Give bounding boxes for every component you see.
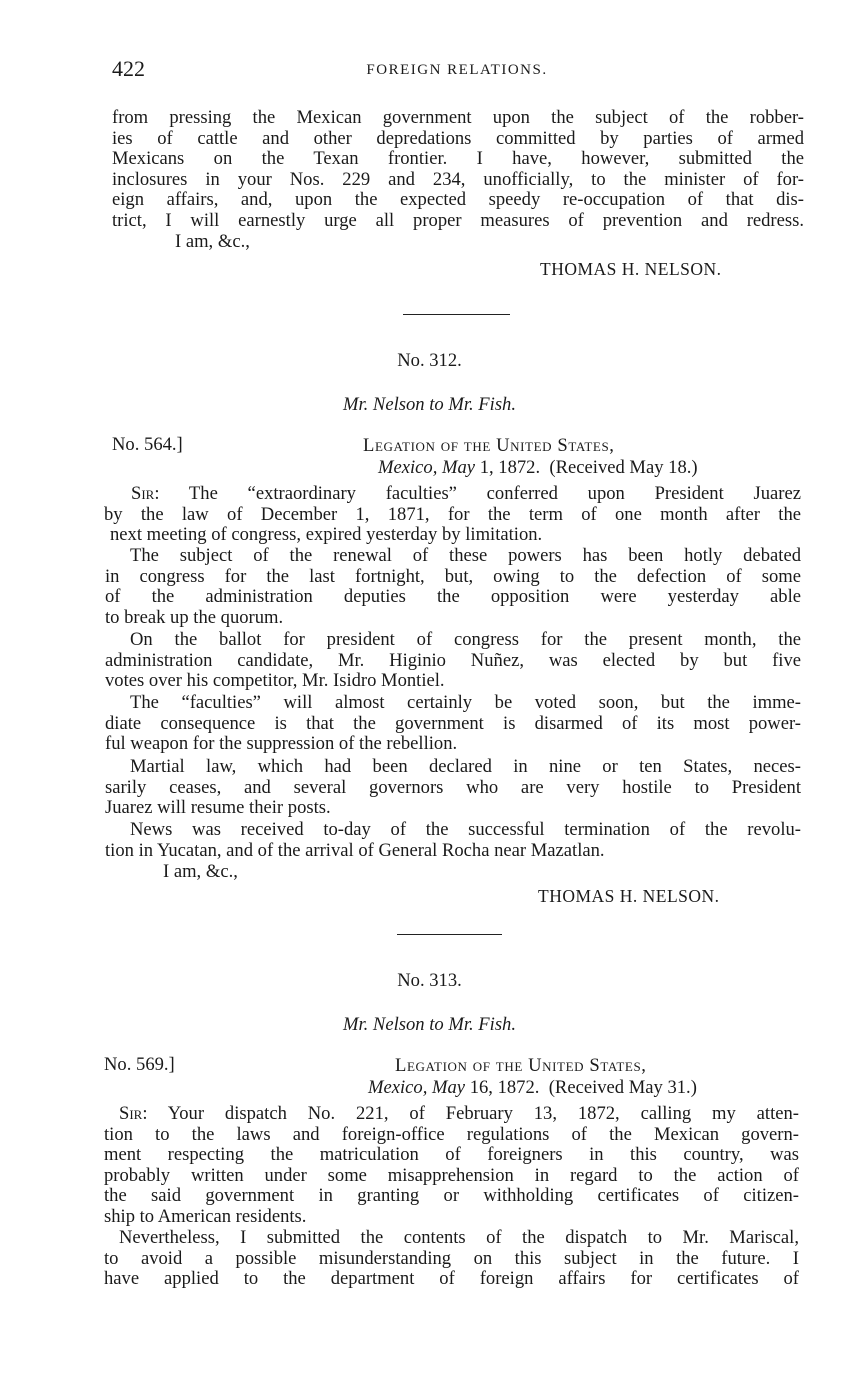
text-line: diate consequence is that the government is disarmed of its most power- — [105, 712, 801, 734]
page-header — [112, 56, 802, 86]
text-line: trict, I will earnestly urge all proper measures of prevention and redress. — [112, 209, 804, 231]
dateline — [368, 1077, 697, 1099]
page-number: 422 — [112, 56, 145, 81]
document-number: No. 313. — [397, 970, 462, 991]
salutation: Sir — [131, 483, 155, 504]
dateline-date: 16, 1872. — [465, 1077, 540, 1098]
text-line: tion to the laws and foreign-office regulations of the Mexican govern- — [104, 1123, 799, 1145]
closing: I am, &c., — [175, 231, 250, 252]
text-line: ship to American residents. — [104, 1205, 307, 1227]
closing: I am, &c., — [163, 861, 238, 882]
signature: THOMAS H. NELSON. — [540, 259, 722, 279]
dateline-date: 1, 1872. — [475, 457, 541, 478]
salutation: Sir — [119, 1103, 143, 1124]
running-head: FOREIGN RELATIONS. — [366, 62, 548, 78]
text-line: Sir: Your dispatch No. 221, of February 13, 1872, calling my atten- — [119, 1103, 799, 1124]
text-line: Juarez will resume their posts. — [105, 797, 331, 818]
text-line: The subject of the renewal of these powers has been hotly debated — [130, 545, 801, 566]
text-line: tion in Yucatan, and of the arrival of General Rocha near Mazatlan. — [105, 839, 605, 861]
dispatch-number: No. 564.] — [112, 434, 183, 455]
text-line: to break up the quorum. — [105, 606, 284, 628]
text-line: the said government in granting or withholding certificates of citizen- — [104, 1185, 799, 1206]
section-divider — [403, 314, 510, 315]
text-line: Mexicans on the Texan frontier. I have, however, submitted the — [112, 148, 804, 169]
document-title: Mr. Nelson to Mr. Fish. — [342, 394, 517, 415]
text-line: Sir: The “extraordinary faculties” conferred upon President Juarez — [131, 483, 801, 504]
text-line: of the administration deputies the opposition were yesterday able — [105, 586, 801, 607]
dateline-place: Mexico, May — [368, 1077, 466, 1098]
text-line: News was received to-day of the successful termination of the revolu- — [130, 819, 801, 840]
text-line: ment respecting the matriculation of foreigners in this country, was — [104, 1144, 799, 1165]
text-line: administration candidate, Mr. Higinio Nuñez, was elected by but five — [105, 649, 801, 671]
text-line: The “faculties” will almost certainly be voted soon, but the imme- — [130, 692, 801, 713]
text-line: probably written under some misapprehension in regard to the action of — [104, 1164, 799, 1186]
text-line: from pressing the Mexican government upon the subject of the robber- — [112, 107, 804, 128]
signature: THOMAS H. NELSON. — [538, 886, 720, 906]
dateline-place: Mexico, May — [378, 457, 476, 478]
text-line: ies of cattle and other depredations committed by parties of armed — [112, 127, 804, 149]
section-divider — [397, 934, 502, 935]
legation-line: Legation of the United States, — [363, 435, 615, 456]
text-line: in congress for the last fortnight, but, owing to the defection of some — [105, 565, 801, 587]
text-line: ful weapon for the suppression of the rebellion. — [105, 733, 458, 754]
text-line: Nevertheless, I submitted the contents of the dispatch to Mr. Mariscal, — [119, 1227, 799, 1248]
text-line: On the ballot for president of congress for the present month, the — [130, 629, 801, 650]
document-number: No. 312. — [397, 350, 462, 371]
text-line: sarily ceases, and several governors who are very hostile to President — [105, 776, 801, 798]
text-line: have applied to the department of foreign affairs for certificates of — [104, 1268, 799, 1289]
received-date: (Received May 18.) — [549, 457, 698, 478]
received-date: (Received May 31.) — [548, 1077, 697, 1098]
document-title: Mr. Nelson to Mr. Fish. — [342, 1014, 517, 1035]
text-line: votes over his competitor, Mr. Isidro Montiel. — [105, 670, 445, 691]
legation-line: Legation of the United States, — [395, 1055, 647, 1076]
text-line: next meeting of congress, expired yesterday by limitation. — [110, 524, 543, 545]
dispatch-number: No. 569.] — [104, 1054, 175, 1075]
text-line: eign affairs, and, upon the expected speedy re-occupation of that dis- — [112, 189, 804, 210]
text-line: to avoid a possible misunderstanding on this subject in the future. I — [104, 1247, 799, 1269]
dateline — [378, 457, 698, 479]
text-line: Martial law, which had been declared in nine or ten States, neces- — [130, 756, 801, 777]
text-line: inclosures in your Nos. 229 and 234, unofficially, to the minister of for- — [112, 168, 804, 190]
text-line: by the law of December 1, 1871, for the term of one month after the — [104, 503, 801, 525]
